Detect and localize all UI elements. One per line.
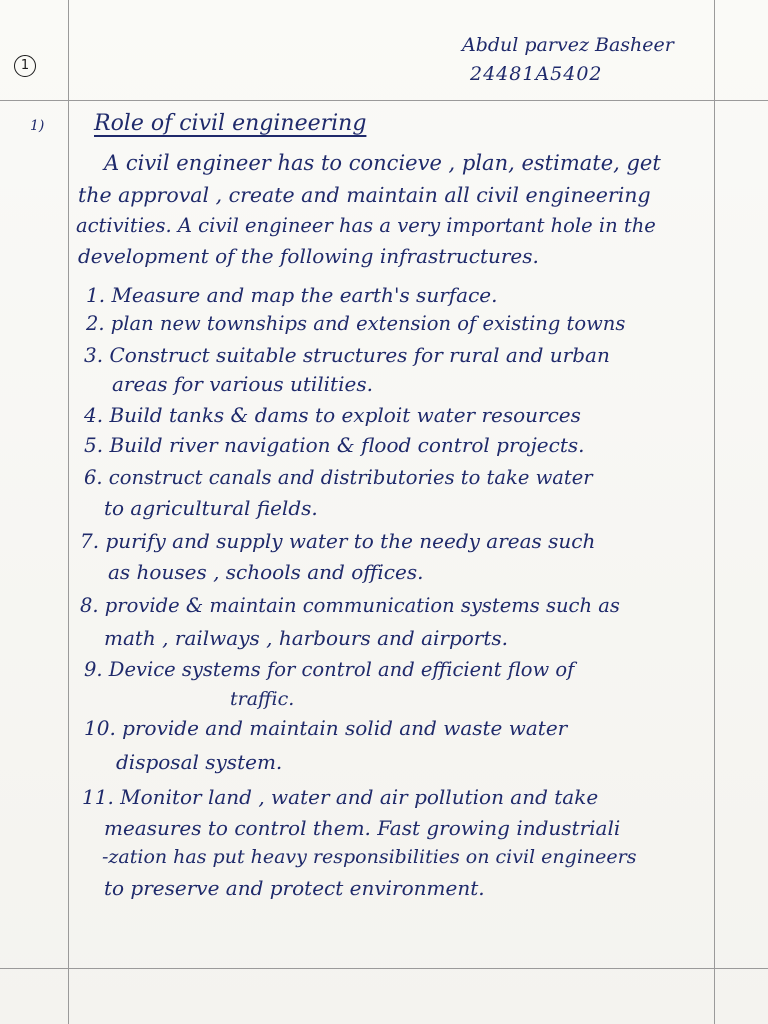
list-item: 7. purify and supply water to the needy areas such — [80, 529, 596, 553]
list-item: 2. plan new townships and extension of existing towns — [86, 312, 626, 335]
page-number: 1 — [14, 55, 36, 77]
list-item: 1. Measure and map the earth's surface. — [86, 283, 498, 307]
bottom-margin-line — [0, 968, 768, 969]
answer-line: activities. A civil engineer has a very important hole in the — [76, 214, 656, 237]
list-item-continuation: to agricultural fields. — [104, 496, 318, 520]
student-name: Abdul parvez Basheer — [462, 34, 674, 56]
list-item: 9. Device systems for control and efficient flow of — [84, 658, 575, 681]
left-margin-line — [68, 0, 69, 1024]
top-margin-line — [0, 100, 768, 101]
list-item-continuation: disposal system. — [116, 750, 283, 774]
answer-line: A civil engineer has to concieve , plan, estimate, get — [104, 151, 661, 175]
list-item-continuation: math , railways , harbours and airports. — [104, 626, 509, 650]
list-item-continuation: as houses , schools and offices. — [108, 560, 424, 584]
list-item-continuation: to preserve and protect environment. — [104, 876, 485, 900]
list-item: 11. Monitor land , water and air pollution and take — [82, 785, 599, 809]
list-item-continuation: measures to control them. Fast growing industriali — [104, 816, 621, 840]
list-item: 4. Build tanks & dams to exploit water resources — [84, 403, 581, 427]
list-item: 8. provide & maintain communication systems such as — [80, 594, 620, 617]
answer-line: development of the following infrastructures. — [78, 244, 539, 268]
list-item-continuation: areas for various utilities. — [112, 372, 373, 396]
answer-line: the approval , create and maintain all civil engineering — [78, 183, 651, 207]
list-item: 5. Build river navigation & flood control projects. — [84, 433, 585, 457]
list-item: 10. provide and maintain solid and waste water — [84, 716, 568, 740]
list-item-continuation: traffic. — [230, 688, 295, 710]
question-title: Role of civil engineering — [94, 111, 367, 136]
list-item: 6. construct canals and distributories to take water — [84, 466, 593, 489]
roll-number: 24481A5402 — [470, 63, 603, 85]
right-margin-line — [714, 0, 715, 1024]
list-item-continuation: -zation has put heavy responsibilities on civil engineers — [102, 846, 637, 868]
list-item: 3. Construct suitable structures for rural and urban — [84, 343, 610, 367]
question-number: 1) — [30, 118, 45, 134]
